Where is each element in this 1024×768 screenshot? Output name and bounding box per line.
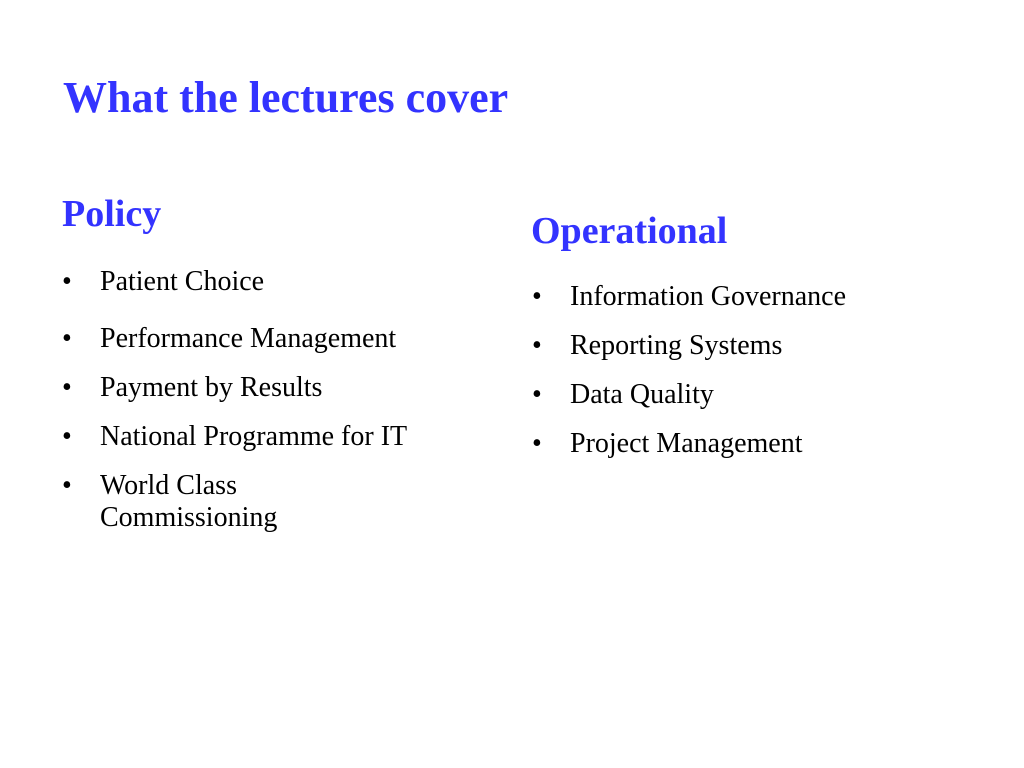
- list-item: [62, 323, 502, 355]
- bullet-icon: •: [62, 372, 72, 403]
- list-item: [62, 372, 502, 404]
- list-item-text: Reporting Systems: [570, 330, 783, 361]
- list-item-text: National Programme for IT: [100, 421, 408, 452]
- bullet-icon: •: [532, 428, 542, 459]
- policy-heading: Policy: [62, 193, 162, 235]
- operational-heading: Operational: [531, 210, 728, 252]
- list-item: [532, 281, 992, 313]
- policy-list: [62, 266, 502, 534]
- list-item: [62, 266, 502, 298]
- bullet-icon: •: [62, 323, 72, 354]
- list-item: [62, 470, 502, 534]
- list-item: [62, 421, 502, 453]
- list-item: [532, 428, 992, 460]
- list-item-text: Performance Management: [100, 323, 397, 354]
- list-item-text: Project Management: [570, 428, 803, 459]
- bullet-icon: •: [532, 379, 542, 410]
- list-item-text: Patient Choice: [100, 266, 265, 297]
- list-item-text: Data Quality: [570, 379, 714, 410]
- slide-title: What the lectures cover: [63, 73, 509, 122]
- list-item: [532, 330, 992, 362]
- bullet-icon: •: [532, 281, 542, 312]
- list-item-text: Information Governance: [570, 281, 846, 312]
- list-item: [532, 379, 992, 411]
- bullet-icon: •: [62, 266, 72, 297]
- list-item-text: Payment by Results: [100, 372, 323, 403]
- list-item-text: World Class Commissioning: [100, 470, 278, 533]
- bullet-icon: •: [532, 330, 542, 361]
- operational-list: [532, 281, 992, 477]
- bullet-icon: •: [62, 470, 72, 501]
- bullet-icon: •: [62, 421, 72, 452]
